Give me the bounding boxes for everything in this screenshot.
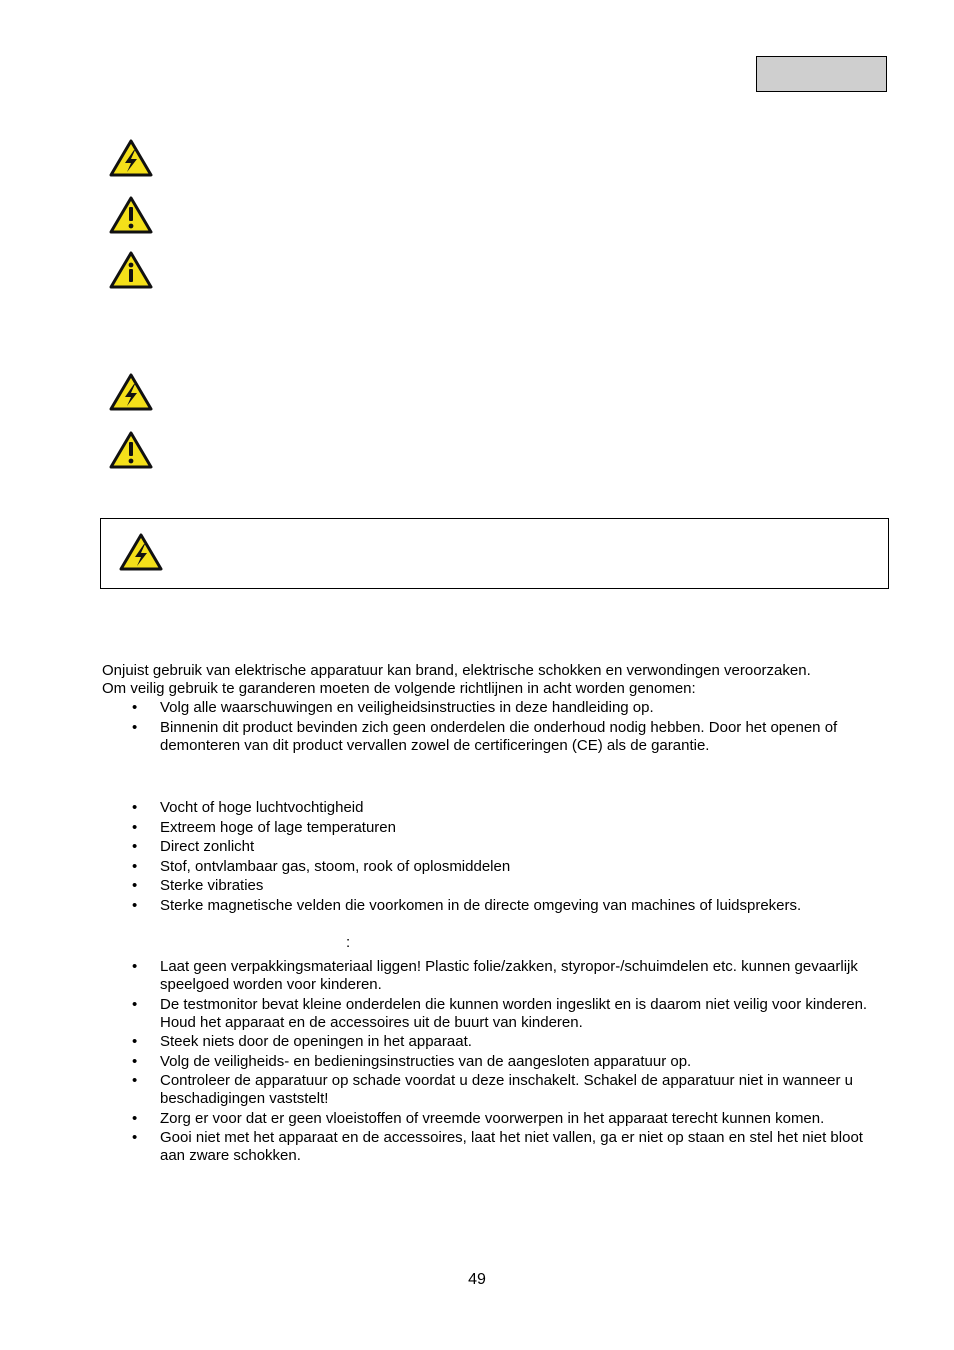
- section-colon: :: [346, 934, 351, 951]
- list-item: • Vocht of hoge luchtvochtigheid: [102, 799, 892, 817]
- child-safety-list: [102, 958, 892, 1167]
- warning-exclamation-icon: [109, 196, 153, 234]
- list-item: • Direct zonlicht: [102, 838, 892, 856]
- list-item: • Laat geen verpakkingsmateriaal liggen! Plastic folie/zakken, styropor-/schuimdelen etc. kunnen gevaarlijk speelgoed worden voor kinderen.: [102, 958, 892, 994]
- electric-hazard-icon: [119, 533, 163, 571]
- list-item: • Zorg er voor dat er geen vloeistoffen of vreemde voorwerpen in het apparaat terecht kunnen komen.: [102, 1110, 892, 1128]
- list-item: • Extreem hoge of lage temperaturen: [102, 819, 892, 837]
- language-indicator-box: [756, 56, 887, 92]
- intro-line-1: Onjuist gebruik van elektrische apparatuur kan brand, elektrische schokken en verwondingen veroorzaken.: [102, 662, 811, 679]
- page-number: 49: [468, 1271, 486, 1288]
- safety-intro: [102, 662, 892, 698]
- notice-box: [100, 518, 889, 589]
- list-item: • Binnenin dit product bevinden zich geen onderdelen die onderhoud nodig hebben. Door het openen of demonteren van dit product vervallen zowel de certificeringen (CE) als de garantie.: [102, 719, 892, 755]
- list-item: • Gooi niet met het apparaat en de accessoires, laat het niet vallen, ga er niet op staan en stel het niet bloot aan zware schokken.: [102, 1129, 892, 1165]
- warning-exclamation-icon: [109, 431, 153, 469]
- list-item: • De testmonitor bevat kleine onderdelen die kunnen worden ingeslikt en is daarom niet veilig voor kinderen. Houd het apparaat en de accessoires uit de buurt van kinderen.: [102, 996, 892, 1032]
- info-icon: [109, 251, 153, 289]
- environment-list: [102, 799, 892, 916]
- list-item: • Volg de veiligheids- en bedieningsinstructies van de aangesloten apparatuur op.: [102, 1053, 892, 1071]
- list-item: • Sterke vibraties: [102, 877, 892, 895]
- list-item: • Sterke magnetische velden die voorkomen in de directe omgeving van machines of luidsprekers.: [102, 897, 892, 915]
- list-item: • Stof, ontvlambaar gas, stoom, rook of oplosmiddelen: [102, 858, 892, 876]
- electric-hazard-icon: [109, 373, 153, 411]
- list-item: • Volg alle waarschuwingen en veiligheidsinstructies in deze handleiding op.: [102, 699, 892, 717]
- intro-line-2: Om veilig gebruik te garanderen moeten de volgende richtlijnen in acht worden genomen:: [102, 680, 696, 697]
- list-item: • Controleer de apparatuur op schade voordat u deze inschakelt. Schakel de apparatuur niet in wanneer u beschadigingen vaststelt!: [102, 1072, 892, 1108]
- list-item: • Steek niets door de openingen in het apparaat.: [102, 1033, 892, 1051]
- electric-hazard-icon: [109, 139, 153, 177]
- general-safety-list: [102, 699, 892, 756]
